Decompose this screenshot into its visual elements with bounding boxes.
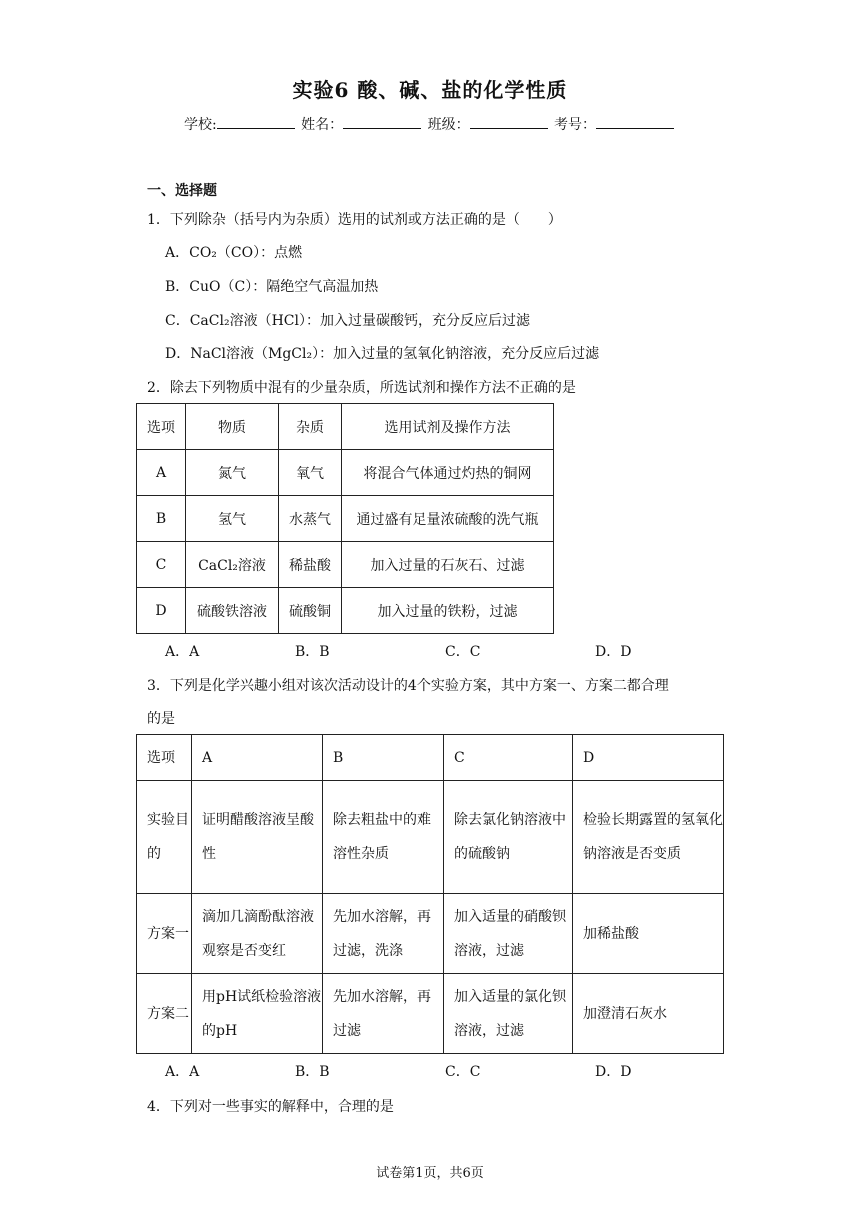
table-row [137,496,554,542]
question-3-table [136,734,724,1054]
table-header-cell: 选项 [137,735,192,781]
table-header-cell: 物质 [186,404,279,450]
page-title: 实验6 酸、碱、盐的化学性质 [292,78,568,102]
table-cell: 加入适量的硝酸钡溶液，过滤 [444,894,573,974]
question-3-answer-b: B．B [295,1064,330,1080]
table-cell: 通过盛有足量浓硫酸的洗气瓶 [342,496,554,542]
question-3-stem-line2: 的是 [147,711,175,727]
question-2-table [136,403,554,634]
table-header-cell: 杂质 [279,404,342,450]
table-cell: 滴加几滴酚酞溶液观察是否变红 [192,894,323,974]
exam-no-label: 考号： [554,117,597,133]
question-3-stem-line1: 3．下列是化学兴趣小组对该次活动设计的4个实验方案，其中方案一、方案二都合理 [147,678,669,694]
table-row [137,450,554,496]
table-cell: 氧气 [279,450,342,496]
question-2-answer-b: B．B [295,644,330,660]
question-2-answer-d: D．D [595,644,632,660]
table-cell: 实验目的 [137,781,192,894]
table-header-row [137,404,554,450]
section-heading: 一、选择题 [147,183,217,199]
table-cell: CaCl₂溶液 [186,542,279,588]
question-1-option-a: A．CO₂（CO）：点燃 [165,245,303,261]
table-row [137,894,724,974]
question-1-option-d: D．NaCl溶液（MgCl₂）：加入过量的氢氧化钠溶液，充分反应后过滤 [165,346,600,362]
name-blank[interactable] [343,114,421,129]
table-header-cell: A [192,735,323,781]
table-row [137,781,724,894]
table-cell: 加入过量的石灰石、过滤 [342,542,554,588]
table-cell: 氮气 [186,450,279,496]
question-2-answer-a: A．A [165,644,200,660]
table-cell: 检验长期露置的氢氧化钠溶液是否变质 [573,781,724,894]
question-3-answer-a: A．A [165,1064,200,1080]
question-1-option-c: C．CaCl₂溶液（HCl）：加入过量碳酸钙，充分反应后过滤 [165,313,530,329]
question-2-answer-c: C．C [445,644,481,660]
table-cell: 硫酸铜 [279,588,342,634]
table-cell: 方案二 [137,974,192,1054]
class-label: 班级： [427,117,470,133]
table-cell: 水蒸气 [279,496,342,542]
question-2-stem: 2．除去下列物质中混有的少量杂质，所选试剂和操作方法不正确的是 [147,380,576,396]
table-cell: 先加水溶解，再过滤 [323,974,444,1054]
table-cell: D [137,588,186,634]
table-row [137,588,554,634]
page-footer: 试卷第1页，共6页 [376,1166,484,1181]
name-label: 姓名： [301,117,344,133]
question-4-stem: 4．下列对一些事实的解释中，合理的是 [147,1099,394,1115]
table-cell: B [137,496,186,542]
school-label: 学校: [183,117,217,133]
class-blank[interactable] [470,114,548,129]
table-cell: 将混合气体通过灼热的铜网 [342,450,554,496]
table-header-cell: 选项 [137,404,186,450]
exam-no-blank[interactable] [596,114,674,129]
table-cell: 稀盐酸 [279,542,342,588]
table-cell: 用pH试纸检验溶液的pH [192,974,323,1054]
table-cell: 方案一 [137,894,192,974]
table-header-cell: C [444,735,573,781]
table-cell: 硫酸铁溶液 [186,588,279,634]
table-header-row [137,735,724,781]
table-cell: 除去氯化钠溶液中的硫酸钠 [444,781,573,894]
table-row [137,542,554,588]
table-cell: C [137,542,186,588]
table-cell: 加澄清石灰水 [573,974,724,1054]
table-cell: 证明醋酸溶液呈酸性 [192,781,323,894]
table-header-cell: B [323,735,444,781]
table-cell: 氢气 [186,496,279,542]
table-cell: 除去粗盐中的难溶性杂质 [323,781,444,894]
table-header-cell: D [573,735,724,781]
question-1-stem: 1．下列除杂（括号内为杂质）选用的试剂或方法正确的是（ ） [147,212,562,228]
table-cell: 加稀盐酸 [573,894,724,974]
school-blank[interactable] [217,114,295,129]
table-cell: A [137,450,186,496]
table-row [137,974,724,1054]
question-1-option-b: B．CuO（C）：隔绝空气高温加热 [165,279,379,295]
question-3-answer-d: D．D [595,1064,632,1080]
table-cell: 先加水溶解，再过滤，洗涤 [323,894,444,974]
table-header-cell: 选用试剂及操作方法 [342,404,554,450]
question-3-answer-c: C．C [445,1064,481,1080]
student-info-line [0,114,860,134]
table-cell: 加入过量的铁粉，过滤 [342,588,554,634]
table-cell: 加入适量的氯化钡溶液，过滤 [444,974,573,1054]
